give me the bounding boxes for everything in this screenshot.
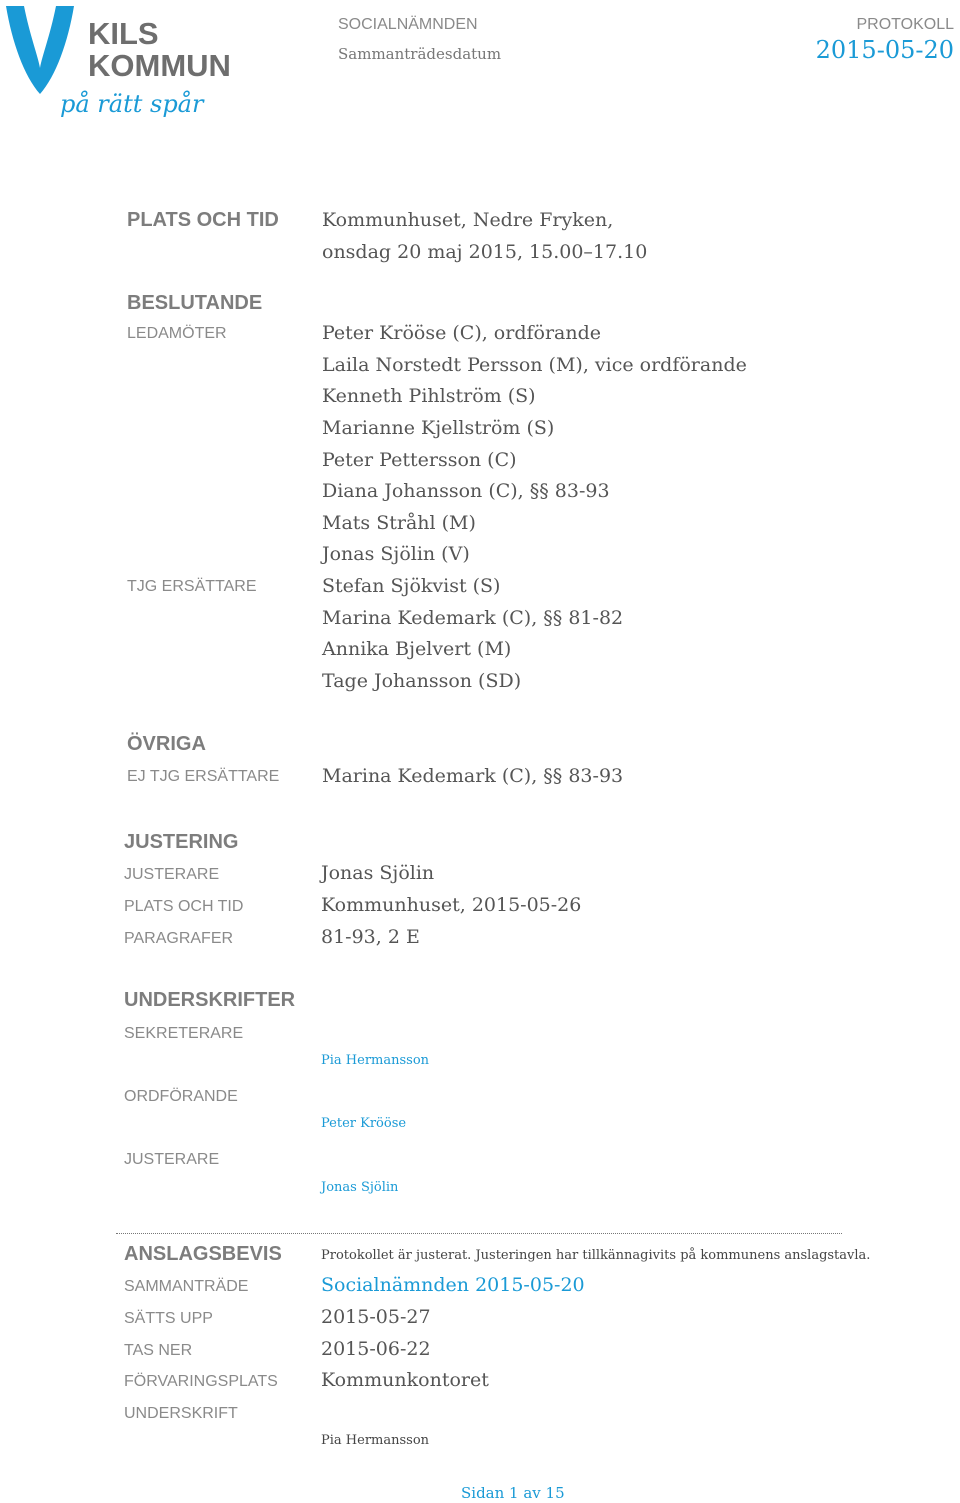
ovriga-value: Marina Kedemark (C), §§ 83-93 <box>322 765 624 787</box>
logo-tagline: på rätt spår <box>60 90 204 118</box>
section-divider <box>116 1233 842 1234</box>
justering-label-2: PLATS OCH TID <box>124 898 244 915</box>
justering-value-3: 81-93, 2 E <box>321 926 420 948</box>
justerare-sign-name: Jonas Sjölin <box>321 1180 399 1195</box>
beslutande-heading: BESLUTANDE <box>127 292 263 314</box>
forvaringsplats-label: FÖRVARINGSPLATS <box>124 1373 278 1390</box>
ledamot-8: Jonas Sjölin (V) <box>322 543 470 565</box>
forvaringsplats-value: Kommunkontoret <box>321 1369 489 1391</box>
sekreterare-label: SEKRETERARE <box>124 1025 244 1042</box>
ledamot-7: Mats Stråhl (M) <box>322 512 476 534</box>
sekreterare-name: Pia Hermansson <box>321 1053 430 1068</box>
ledamot-2: Laila Norstedt Persson (M), vice ordförande <box>322 354 747 376</box>
justering-label-3: PARAGRAFER <box>124 930 234 947</box>
ersattare-4: Tage Johansson (SD) <box>322 670 522 692</box>
ledamoter-label: LEDAMÖTER <box>127 325 227 342</box>
anslagsbevis-note: Protokollet är justerat. Justeringen har tillkännagivits på kommunens anslagstavla. <box>321 1248 871 1263</box>
anslagsbevis-heading: ANSLAGSBEVIS <box>124 1243 282 1265</box>
logo-v-shield-icon <box>4 6 76 94</box>
ovriga-label: EJ TJG ERSÄTTARE <box>127 768 280 785</box>
ledamot-1: Peter Krööse (C), ordförande <box>322 322 602 344</box>
ersattare-2: Marina Kedemark (C), §§ 81-82 <box>322 607 624 629</box>
justering-value-2: Kommunhuset, 2015-05-26 <box>321 894 582 916</box>
doc-type: PROTOKOLL <box>856 16 954 33</box>
logo-name: KILS KOMMUN <box>88 16 231 83</box>
justering-label-1: JUSTERARE <box>124 866 220 883</box>
kils-kommun-logo <box>4 6 234 136</box>
org-name: SOCIALNÄMNDEN <box>338 16 478 33</box>
satts-upp-value: 2015-05-27 <box>321 1306 431 1328</box>
header-date: 2015-05-20 <box>815 36 954 64</box>
ersattare-label: TJG ERSÄTTARE <box>127 578 257 595</box>
underskrift-name: Pia Hermansson <box>321 1433 430 1448</box>
underskrift-label: UNDERSKRIFT <box>124 1405 238 1422</box>
plats-heading: PLATS OCH TID <box>127 209 279 231</box>
plats-line2: onsdag 20 maj 2015, 15.00–17.10 <box>322 241 648 263</box>
ledamot-5: Peter Pettersson (C) <box>322 449 517 471</box>
page-number: Sidan 1 av 15 <box>461 1484 565 1502</box>
justering-heading: JUSTERING <box>124 831 239 853</box>
ersattare-1: Stefan Sjökvist (S) <box>322 575 501 597</box>
plats-line1: Kommunhuset, Nedre Fryken, <box>322 209 614 231</box>
ordforande-name: Peter Krööse <box>321 1116 407 1131</box>
tas-ner-value: 2015-06-22 <box>321 1338 431 1360</box>
ledamot-4: Marianne Kjellström (S) <box>322 417 555 439</box>
date-label: Sammanträdesdatum <box>338 45 502 63</box>
ledamot-6: Diana Johansson (C), §§ 83-93 <box>322 480 610 502</box>
ovriga-heading: ÖVRIGA <box>127 733 206 755</box>
sammantrade-label: SAMMANTRÄDE <box>124 1278 249 1295</box>
ledamot-3: Kenneth Pihlström (S) <box>322 385 536 407</box>
sammantrade-value: Socialnämnden 2015-05-20 <box>321 1274 585 1296</box>
justering-value-1: Jonas Sjölin <box>321 862 435 884</box>
ordforande-label: ORDFÖRANDE <box>124 1088 238 1105</box>
underskrifter-heading: UNDERSKRIFTER <box>124 989 296 1011</box>
ersattare-3: Annika Bjelvert (M) <box>322 638 512 660</box>
satts-upp-label: SÄTTS UPP <box>124 1310 213 1327</box>
tas-ner-label: TAS NER <box>124 1342 193 1359</box>
justerare-sign-label: JUSTERARE <box>124 1151 220 1168</box>
